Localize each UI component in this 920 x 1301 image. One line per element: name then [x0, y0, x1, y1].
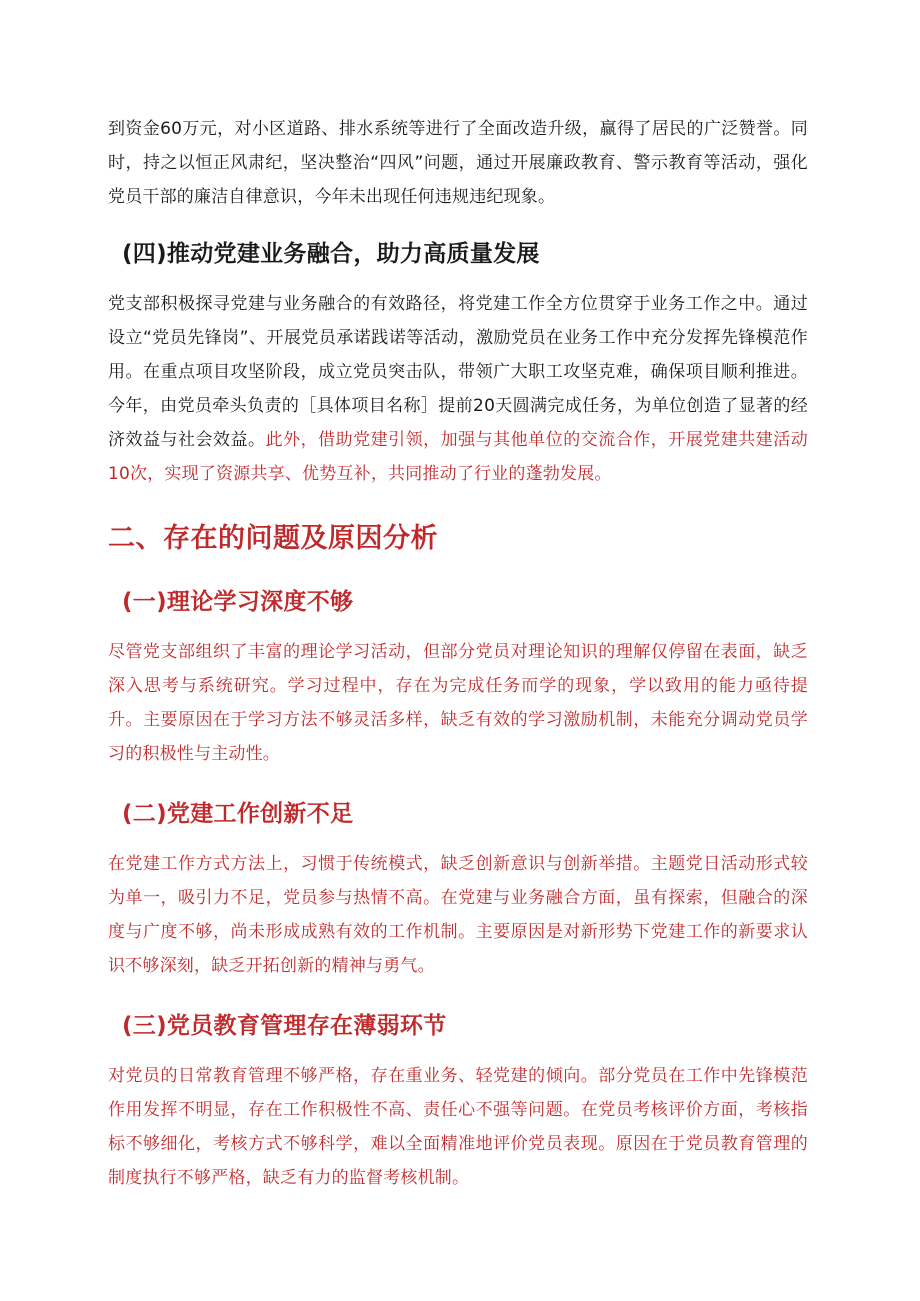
section-four-text-black: 党支部积极探寻党建与业务融合的有效路径，将党建工作全方位贯穿于业务工作之中。通过设立“党员先锋岗”、开展党员承诺践诺等活动，激励党员在业务工作中充分发挥先锋模范作用。在重点项目攻坚阶段，成立党员突击队，带领广大职工攻坚克难，确保项目顺利推进。今年，由党员牵头负责的［具体项目名称］提前20天圆满完成任务，为单位创造了显著的经济效益与社会效益。 — [108, 294, 808, 450]
section-four-paragraph — [108, 287, 808, 491]
subsection-2-heading: (二)党建工作创新不足 — [122, 801, 354, 827]
section-four-text-red: 此外，借助党建引领，加强与其他单位的交流合作，开展党建共建活动10次，实现了资源共享、优势互补，共同推动了行业的蓬勃发展。 — [108, 430, 808, 484]
subsection-1-heading: (一)理论学习深度不够 — [122, 589, 354, 615]
intro-paragraph: 到资金60万元，对小区道路、排水系统等进行了全面改造升级，赢得了居民的广泛赞誉。同时，持之以恒正风肃纪，坚决整治“四风”问题，通过开展廉政教育、警示教育等活动，强化党员干部的廉洁自律意识，今年未出现任何违规违纪现象。 — [108, 119, 808, 207]
subsection-2-paragraph: 在党建工作方式方法上，习惯于传统模式，缺乏创新意识与创新举措。主题党日活动形式较为单一，吸引力不足，党员参与热情不高。在党建与业务融合方面，虽有探索，但融合的深度与广度不够，尚未形成成熟有效的工作机制。主要原因是对新形势下党建工作的新要求认识不够深刻，缺乏开拓创新的精神与勇气。 — [108, 854, 808, 976]
subsection-3-heading: (三)党员教育管理存在薄弱环节 — [122, 1013, 447, 1039]
section-four-heading: (四)推动党建业务融合，助力高质量发展 — [122, 241, 540, 267]
subsection-3-paragraph: 对党员的日常教育管理不够严格，存在重业务、轻党建的倾向。部分党员在工作中先锋模范作用发挥不明显，存在工作积极性不高、责任心不强等问题。在党员考核评价方面，考核指标不够细化，考核方式不够科学，难以全面精准地评价党员表现。原因在于党员教育管理的制度执行不够严格，缺乏有力的监督考核机制。 — [108, 1066, 808, 1188]
subsection-1-paragraph: 尽管党支部组织了丰富的理论学习活动，但部分党员对理论知识的理解仅停留在表面，缺乏深入思考与系统研究。学习过程中，存在为完成任务而学的现象，学以致用的能力亟待提升。主要原因在于学习方法不够灵活多样，缺乏有效的学习激励机制，未能充分调动党员学习的积极性与主动性。 — [108, 642, 808, 764]
part-two-heading: 二、存在的问题及原因分析 — [108, 523, 438, 554]
document-page — [108, 112, 808, 1195]
